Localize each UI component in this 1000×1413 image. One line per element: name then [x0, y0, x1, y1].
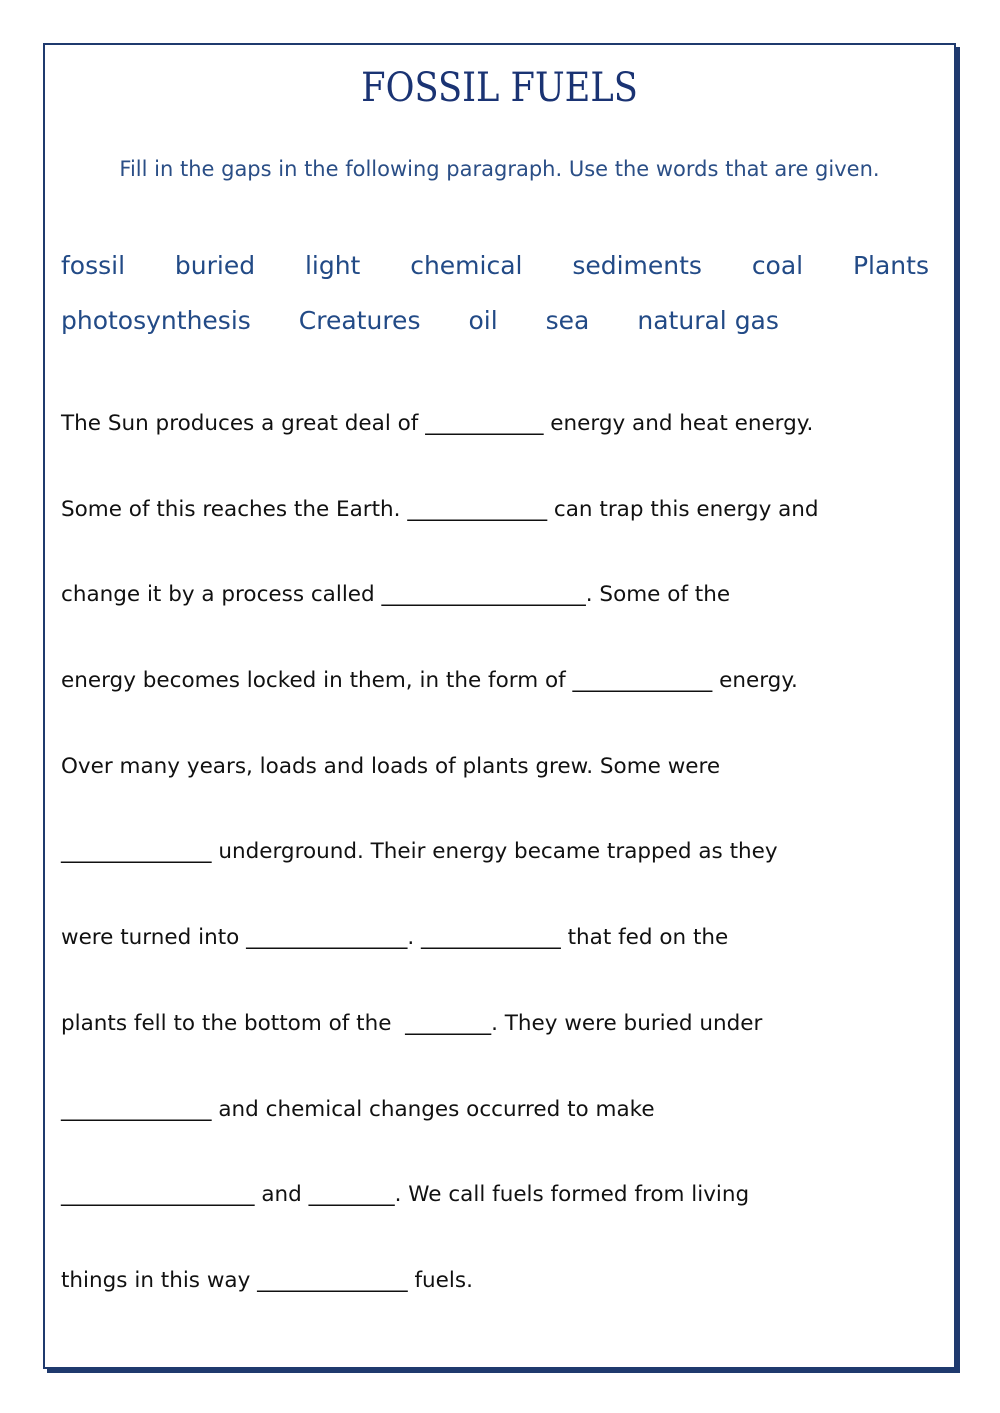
paragraph-line: plants fell to the bottom of the ________. They were buried under — [61, 1010, 763, 1036]
paragraph-line: ______________ and chemical changes occurred to make — [61, 1096, 655, 1122]
paragraph-line: Over many years, loads and loads of plants grew. Some were — [61, 753, 721, 779]
word-bank-item: chemical — [410, 251, 523, 280]
word-bank-row — [61, 306, 929, 361]
paragraph-line: __________________ and ________. We call fuels formed from living — [61, 1182, 750, 1208]
word-bank-item: photosynthesis — [61, 306, 251, 335]
paragraph-line: energy becomes locked in them, in the form of _____________ energy. — [61, 668, 798, 694]
instructions-text: Fill in the gaps in the following paragraph. Use the words that are given. — [119, 157, 880, 181]
word-bank-item: Creatures — [298, 306, 421, 335]
worksheet-title: FOSSIL FUELS — [361, 65, 638, 111]
word-bank-item: oil — [468, 306, 498, 335]
paragraph-line: ______________ underground. Their energy became trapped as they — [61, 839, 778, 865]
word-bank-item: buried — [174, 251, 256, 280]
worksheet-border — [43, 43, 956, 1369]
word-bank-item: light — [304, 251, 361, 280]
word-bank-item: fossil — [61, 251, 126, 280]
fill-in-paragraph — [61, 411, 951, 1354]
word-bank-item: natural gas — [637, 306, 779, 335]
word-bank-item: sea — [545, 306, 590, 335]
word-bank-item: coal — [751, 251, 804, 280]
paragraph-line: were turned into _______________. _____________ that fed on the — [61, 925, 729, 951]
paragraph-line: things in this way ______________ fuels. — [61, 1267, 473, 1293]
paragraph-line: change it by a process called ___________________. Some of the — [61, 582, 731, 608]
word-bank — [61, 251, 929, 361]
word-bank-row — [61, 251, 929, 306]
word-bank-item: Plants — [852, 251, 929, 280]
paragraph-line: Some of this reaches the Earth. _____________ can trap this energy and — [61, 496, 819, 522]
word-bank-item: sediments — [572, 251, 702, 280]
paragraph-line: The Sun produces a great deal of ___________ energy and heat energy. — [61, 411, 814, 436]
